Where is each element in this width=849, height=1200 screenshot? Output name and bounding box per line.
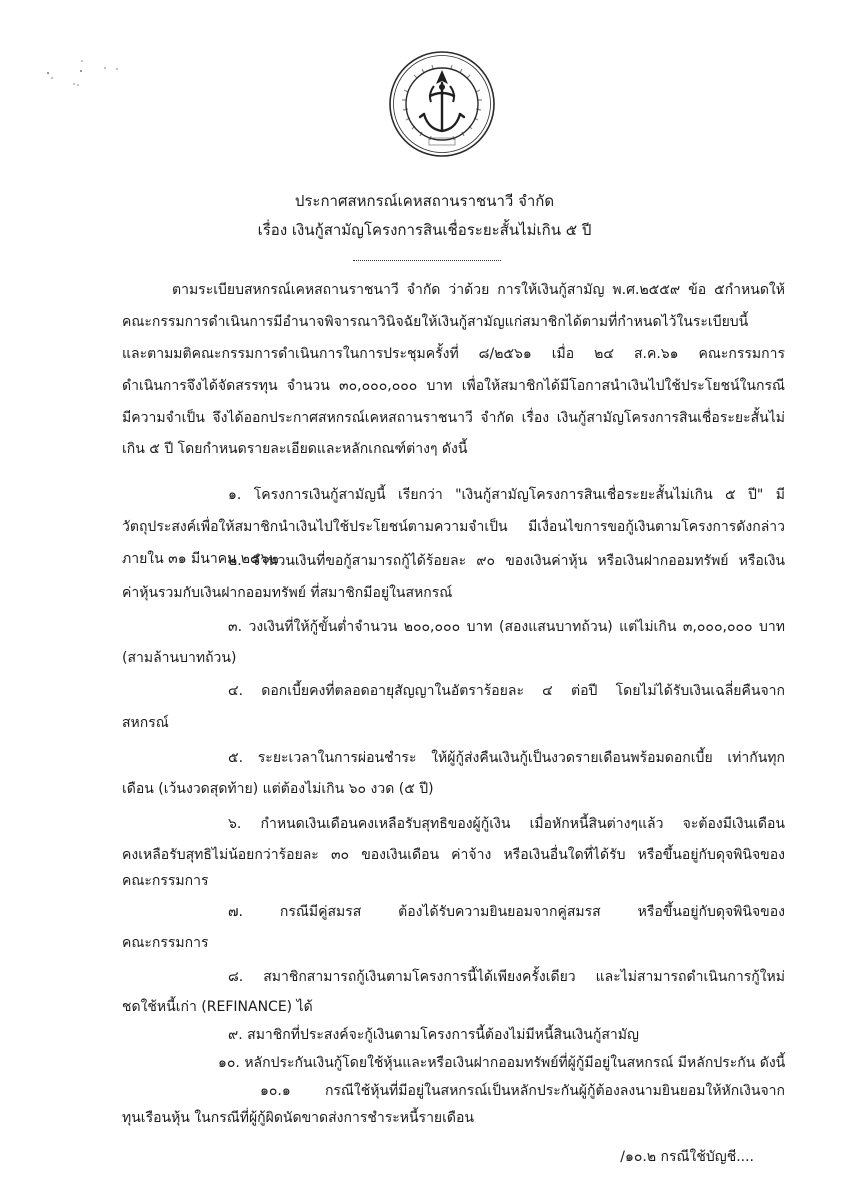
cooperative-seal-logo [388,50,496,158]
clause-1-line: วัตถุประสงค์เพื่อให้สมาชิกนำเงินไปใช้ประโยชน์ตามความจำเป็น มีเงื่อนไขการขอกู้เงินตามโครงการดังกล่าว [122,519,785,535]
clause-10-1-line: ๑๐.๑ กรณีใช้หุ้นที่มีอยู่ในสหกรณ์เป็นหลักประกันผู้กู้ต้องลงนามยินยอมให้หักเงินจาก [260,1083,785,1099]
clause-6-line: คณะกรรมการ [122,873,209,889]
clause-6-line: ๖. กำหนดเงินเดือนคงเหลือรับสุทธิของผู้กู้เงิน เมื่อหักหนี้สินต่างๆแล้ว จะต้องมีเงินเดือน [228,816,785,832]
clause-4-line: สหกรณ์ [122,715,169,731]
clause-1-line: ภายใน ๓๑ มีนาคม ๒๕๖๒ [122,551,279,567]
body-line: เกิน ๕ ปี โดยกำหนดรายละเอียดและหลักเกณฑ์ต่างๆ ดังนี้ [122,441,468,457]
clause-10-line: ๑๐. หลักประกันเงินกู้โดยใช้หุ้นและหรือเงินฝากออมทรัพย์ที่ผู้กู้มีอยู่ในสหกรณ์ มีหลักประกัน ดังนี้ [218,1055,786,1071]
clause-1-line: ๑. โครงการเงินกู้สามัญนี้ เรียกว่า "เงินกู้สามัญโครงการสินเชื่อระยะสั้นไม่เกิน ๕ ปี" มี [228,487,785,503]
body-line: มีความจำเป็น จึงได้ออกประกาศสหกรณ์เคหสถานราชนาวี จำกัด เรื่อง เงินกู้สามัญโครงการสินเชื่อระยะสั้นไม่ [122,410,785,426]
clause-7-line: คณะกรรมการ [122,935,209,951]
clause-4-line: ๔. ดอกเบี้ยคงที่ตลอดอายุสัญญาในอัตราร้อยละ ๔ ต่อปี โดยไม่ได้รับเงินเฉลี่ยคืนจาก [228,683,785,699]
clause-8-line: ชดใช้หนี้เก่า (REFINANCE) ได้ [122,999,313,1015]
clause-6-line: คงเหลือรับสุทธิไม่น้อยกว่าร้อยละ ๓๐ ของเงินเดือน ค่าจ้าง หรือเงินอื่นใดที่ได้รับ หรือขึ้นอยู่กับดุจพินิจของ [122,847,785,863]
body-line: คณะกรรมการดำเนินการมีอำนาจพิจารณาวินิจฉัยให้เงินกู้สามัญแก่สมาชิกได้ตามที่กำหนดไว้ในระเบียบนี้ [122,314,749,330]
clause-3-line: (สามล้านบาทถ้วน) [122,650,237,666]
clause-7-line: ๗. กรณีมีคู่สมรส ต้องได้รับความยินยอมจากคู่สมรส หรือขึ้นอยู่กับดุจพินิจของ [228,904,785,920]
scan-specks [40,55,140,95]
body-line: และตามมติคณะกรรมการดำเนินการในการประชุมครั้งที่ ๘/๒๕๖๑ เมื่อ ๒๔ ส.ค.๖๑ คณะกรรมการ [122,346,785,362]
clause-2-line: ๒. จำนวนเงินที่ขอกู้สามารถกู้ได้ร้อยละ ๙๐ ของเงินค่าหุ้น หรือเงินฝากออมทรัพย์ หรือเงิน [228,553,785,569]
announcement-title: ประกาศสหกรณ์เคหสถานราชนาวี จำกัด [294,192,555,210]
body-line: ตามระเบียบสหกรณ์เคหสถานราชนาวี จำกัด ว่าด้วย การให้เงินกู้สามัญ พ.ศ.๒๕๕๙ ข้อ ๕กำหนดให้ [172,282,785,298]
body-line: ดำเนินการจึงได้จัดสรรทุน จำนวน ๓๐,๐๐๐,๐๐๐ บาท เพื่อให้สมาชิกได้มีโอกาสนำเงินไปใช้ประโยชน์ในกรณี [122,378,785,394]
clause-2-line: ค่าหุ้นรวมกับเงินฝากออมทรัพย์ ที่สมาชิกมีอยู่ในสหกรณ์ [122,585,453,601]
clause-8-line: ๘. สมาชิกสามารถกู้เงินตามโครงการนี้ได้เพียงครั้งเดียว และไม่สามารถดำเนินการกู้ใหม่ [228,969,785,985]
announcement-subject: เรื่อง เงินกู้สามัญโครงการสินเชื่อระยะสั้นไม่เกิน ๕ ปี [257,221,592,239]
clause-3-line: ๓. วงเงินที่ให้กู้ขั้นต่ำจำนวน ๒๐๐,๐๐๐ บาท (สองแสนบาทถ้วน) แต่ไม่เกิน ๓,๐๐๐,๐๐๐ บาท [228,619,785,635]
clause-5-line: ๕. ระยะเวลาในการผ่อนชำระ ให้ผู้กู้ส่งคืนเงินกู้เป็นงวดรายเดือนพร้อมดอกเบี้ย เท่ากันทุก [228,750,785,766]
dotted-divider [353,260,501,261]
clause-10-1-line: ทุนเรือนหุ้น ในกรณีที่ผู้กู้ผิดนัดขาดส่งการชำระหนี้รายเดือน [122,1110,474,1126]
continuation-note: /๑๐.๒ กรณีใช้บัญชี.... [620,1149,754,1165]
clause-5-line: เดือน (เว้นงวดสุดท้าย) แต่ต้องไม่เกิน ๖๐ งวด (๕ ปี) [122,781,434,797]
clause-9-line: ๙. สมาชิกที่ประสงค์จะกู้เงินตามโครงการนี้ต้องไม่มีหนี้สินเงินกู้สามัญ [228,1027,639,1043]
